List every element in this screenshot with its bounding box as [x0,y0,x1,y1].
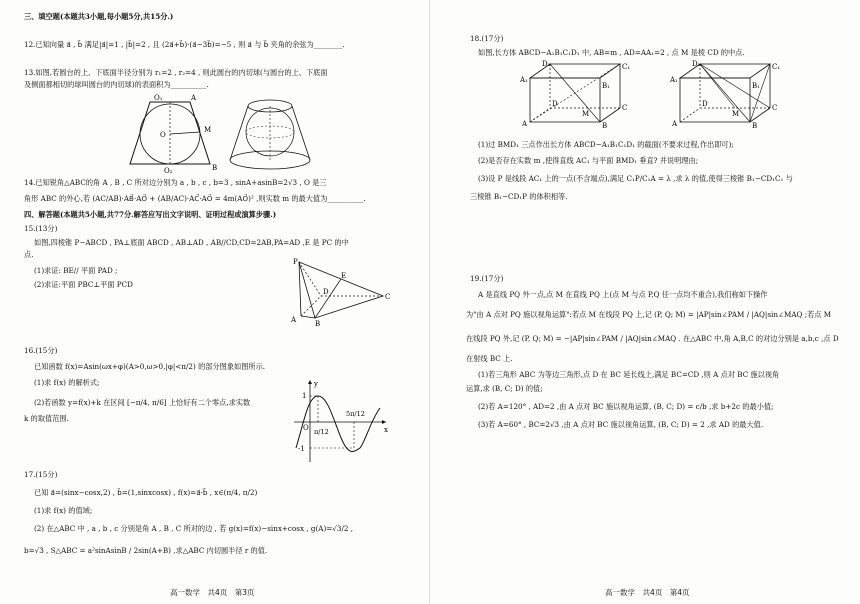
label-M: M [732,110,740,118]
question-16-part1: (1)求 f(x) 的解析式; [34,378,100,387]
label-B: B [602,122,608,128]
question-16-line4: k 的取值范围. [24,414,69,423]
label-O: O [160,131,166,139]
label-pi-12: π/12 [314,428,329,436]
page-footer: 高一数学 共4页 第3页 [170,588,255,597]
question-19-part1: (1)若三角形 ABC 为等边三角形,点 D 在 BC 延长线上,满足 BC=CD ,则 A 点对 BC 施以视角 [478,370,780,379]
label-D: D [702,100,708,108]
question-15-line2: 点. [24,250,34,259]
question-13-line2: 及侧面都相切的球叫圆台的内切球)的表面积为__________. [24,80,209,89]
label-y: y [314,380,318,388]
label-D: D [323,288,329,296]
page-footer: 高一数学 共4页 第4页 [605,588,690,597]
question-19-line1: A 是直线 PQ 外一点,点 M 在直线 PQ 上(点 M 与点 P,Q 任一点均不重合),我们称如下操作 [478,290,768,299]
question-17-line1: 已知 a⃗=(sinx−cosx,2) , b⃗=(1,sinxcosx) , f(x)=a⃗·b⃗ , x∈(π/4, π/2) [34,488,258,497]
label-A1: A₁ [670,76,678,84]
cuboid-figure-2 [670,60,780,128]
label-A: A [522,120,528,128]
label-D: D [552,100,558,108]
section-3-heading: 三、填空题(本题共3小题,每小题5分,共15分.) [24,12,174,21]
question-19-heading: 19.(17分) [470,274,504,283]
label-O1: O₁ [154,94,163,102]
question-19-part3: (3)若 A=60° , BC=2√3 ,由 A 点对 BC 施以视角运算, (B, C; D) = 2 ,求 AD 的最大值. [478,420,764,429]
question-18-part1: (1)过 BMD₁ 三点作出长方体 ABCD−A₁B₁C₁D₁ 的截面(不要求过程,作出即可); [478,140,734,149]
question-19-line6: 运算,求 (B, C; D) 的值; [466,384,543,393]
label-O2: O₂ [164,167,173,174]
question-12: 12.已知向量 a⃗ , b⃗ 满足|a⃗|=1 , |b⃗|=2 , 且 (2a⃗+b⃗)·(a⃗−3b⃗)=−5 , 则 a⃗ 与 b⃗ 夹角的余弦为________. [24,40,345,49]
label-P: P [293,258,298,266]
label-C1: C₁ [622,63,630,71]
label-C1: C₁ [772,63,780,71]
question-19-part2: (2)若 A=120° , AD=2 ,由 A 点对 BC 施以视角运算, (B, C; D) = c/b ,求 b+2c 的最小值; [478,402,774,411]
label-origin: O [303,424,309,432]
cuboid-figure-1 [520,60,630,128]
label-B1: B₁ [602,82,610,90]
label-B: B [212,164,218,172]
question-16-heading: 16.(15分) [24,346,58,355]
question-13-line1: 13.如图,若圆台的上、下底面半径分别为 r₁=2 , r₂=4 , 则此圆台的内切球(与圆台的上、下底面 [24,68,328,77]
question-14-line1: 14.已知锐角△ABC的角 A , B , C 所对边分别为 a , b , c , b=3 , sinA+asinB=2√3 , O 是三 [24,178,327,187]
question-19-line3: 在线段 PQ 外,记 (P, Q; M) = −|AP|sin∠PAM / |AQ|sin∠MAQ . 在△ABC 中,角 A,B,C 的对边分别是 a,b,c ,点 D [466,334,839,343]
question-14-line2: 角形 ABC 的外心,若 (AC/AB)·AB⃗·AO⃗ + (AB/AC)·AC⃗·AO⃗ = 4m(AO⃗)² ,则实数 m 的最大值为__________. [24,194,366,203]
question-15-line1: 如图,四棱锥 P−ABCD , PA⊥底面 ABCD , AB⊥AD , AB//CD,CD=2AB,PA=AD ,E 是 PC 的中 [34,238,349,247]
question-17-line4: b=√3 , S△ABC = a²sinAsinB / 2sin(A+B) ,求△ABC 内切圆半径 r 的值. [24,546,268,555]
question-16-line1: 已知函数 f(x)=Asin(ωx+φ)(A>0,ω>0,|φ|<π/2) 的部分图象如图所示. [34,362,266,371]
question-17-heading: 17.(15分) [24,470,58,479]
question-19-line4: 在射线 BC 上. [466,354,513,363]
label-B: B [752,122,758,128]
label-A: A [672,120,678,128]
question-19-line2: 为"由 A 点对 PQ 施以视角运算":若点 M 在线段 PQ 上,记 (P, Q; M) = |AP|sin∠PAM / |AQ|sin∠MAQ ;若点 M [466,310,832,319]
pyramid-figure [285,256,395,328]
label-C: C [385,293,391,301]
label-D1: D₁ [692,60,701,68]
question-18-part2: (2)是否存在实数 m ,使得直线 AC₁ 与平面 BMD₁ 垂直? 并说明理由; [478,156,699,165]
label-D1: D₁ [542,60,551,68]
label-x: x [384,426,388,434]
label-5pi-12: 5π/12 [346,410,365,418]
label-C: C [772,104,778,112]
label-M: M [582,110,590,118]
question-17-part2: (2) 在△ABC 中 , a , b , c 分别是角 A , B , C 所对的边 , 若 g(x)=f(x)−sinx+cosx , g(A)=√3/2 , [34,524,354,533]
label-A: A [291,316,297,324]
question-15-heading: 15.(13分) [24,224,58,233]
label-A: A [191,94,197,102]
label-1: 1 [302,392,307,400]
label-A1: A₁ [520,76,528,84]
question-16-part2: (2)若函数 y=f(x)+k 在区间 [−π/4, π/6] 上恰好有二个零点,求实数 [34,398,251,407]
question-15-part1: (1)求证: BE// 平面 PAD ; [34,266,118,275]
page-4 [430,0,860,604]
question-18-heading: 18.(17分) [470,34,504,43]
label-M: M [204,126,212,134]
label-neg1: -1 [298,445,305,453]
question-15-part2: (2)求证:平面 PBC⊥平面 PCD [34,280,133,289]
question-18-part3: (3)设 P 是线段 AC₁ 上的一点(不含端点),满足 C₁P/C₁A = λ ,求 λ 的值,使得三棱锥 B₁−CD₁C₁ 与 [478,174,793,183]
question-18-line1: 如图,长方体 ABCD−A₁B₁C₁D₁ 中, AB=m , AD=AA₁=2 , 点 M 是棱 CD 的中点. [478,48,745,57]
label-B: B [315,320,321,328]
section-4-heading: 四、解答题(本题共5小题,共77分.解答应写出文字说明、证明过程或演算步骤.) [24,210,277,219]
sine-graph-figure [290,378,390,464]
frustum-figure [120,92,320,174]
label-E: E [341,272,347,280]
question-17-part1: (1)求 f(x) 的值域; [34,506,93,515]
label-C: C [622,104,628,112]
question-18-line5: 三棱锥 B₁−CD₁P 的体积相等. [470,192,568,201]
label-B1: B₁ [752,82,760,90]
